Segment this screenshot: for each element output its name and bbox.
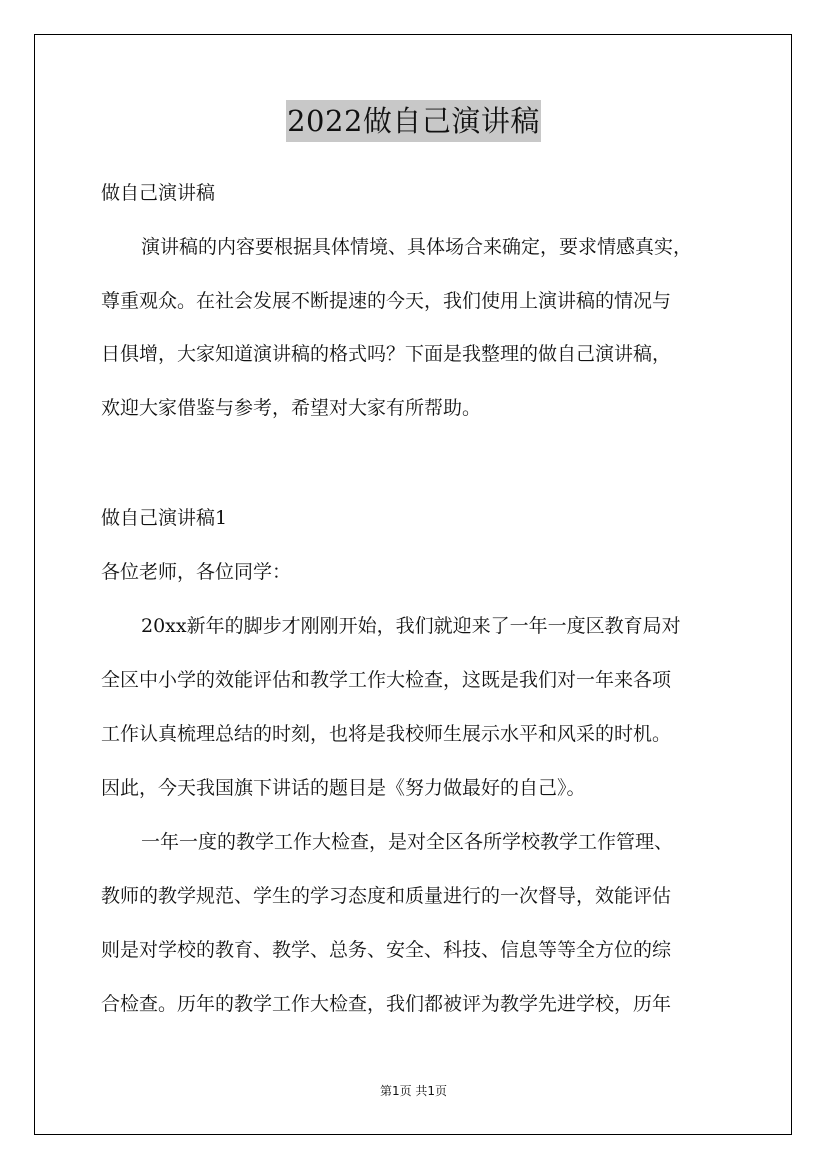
section-heading[interactable]: 做自己演讲稿1 bbox=[101, 507, 228, 529]
paragraph-line[interactable]: 工作认真梳理总结的时刻，也将是我校师生展示水平和风采的时机。 bbox=[101, 723, 672, 745]
section-heading[interactable]: 做自己演讲稿 bbox=[101, 182, 216, 204]
paragraph-line[interactable]: 全区中小学的效能评估和教学工作大检查，这既是我们对一年来各项 bbox=[101, 669, 672, 691]
paragraph-line[interactable]: 欢迎大家借鉴与参考，希望对大家有所帮助。 bbox=[101, 397, 482, 419]
paragraph-line[interactable]: 因此，今天我国旗下讲话的题目是《努力做最好的自己》。 bbox=[101, 777, 586, 799]
paragraph-line[interactable]: 演讲稿的内容要根据具体情境、具体场合来确定，要求情感真实， bbox=[141, 236, 693, 258]
salutation[interactable]: 各位老师，各位同学： bbox=[101, 561, 292, 583]
title-container bbox=[0, 100, 827, 142]
paragraph-line[interactable]: 则是对学校的教育、教学、总务、安全、科技、信息等等全方位的综 bbox=[101, 939, 672, 961]
paragraph-line[interactable]: 教师的教学规范、学生的学习态度和质量进行的一次督导，效能评估 bbox=[101, 885, 672, 907]
paragraph-line[interactable]: 20xx新年的脚步才刚刚开始，我们就迎来了一年一度区教育局对 bbox=[141, 615, 681, 637]
paragraph-line[interactable]: 日俱增，大家知道演讲稿的格式吗？下面是我整理的做自己演讲稿， bbox=[101, 343, 672, 365]
document-title[interactable]: 2022做自己演讲稿 bbox=[286, 100, 541, 142]
paragraph-line[interactable]: 尊重观众。在社会发展不断提速的今天，我们使用上演讲稿的情况与 bbox=[101, 290, 672, 312]
page-number-footer: 第1页 共1页 bbox=[379, 1084, 448, 1098]
paragraph-line[interactable]: 合检查。历年的教学工作大检查，我们都被评为教学先进学校，历年 bbox=[101, 993, 672, 1015]
paragraph-line[interactable]: 一年一度的教学工作大检查，是对全区各所学校教学工作管理、 bbox=[141, 831, 674, 853]
